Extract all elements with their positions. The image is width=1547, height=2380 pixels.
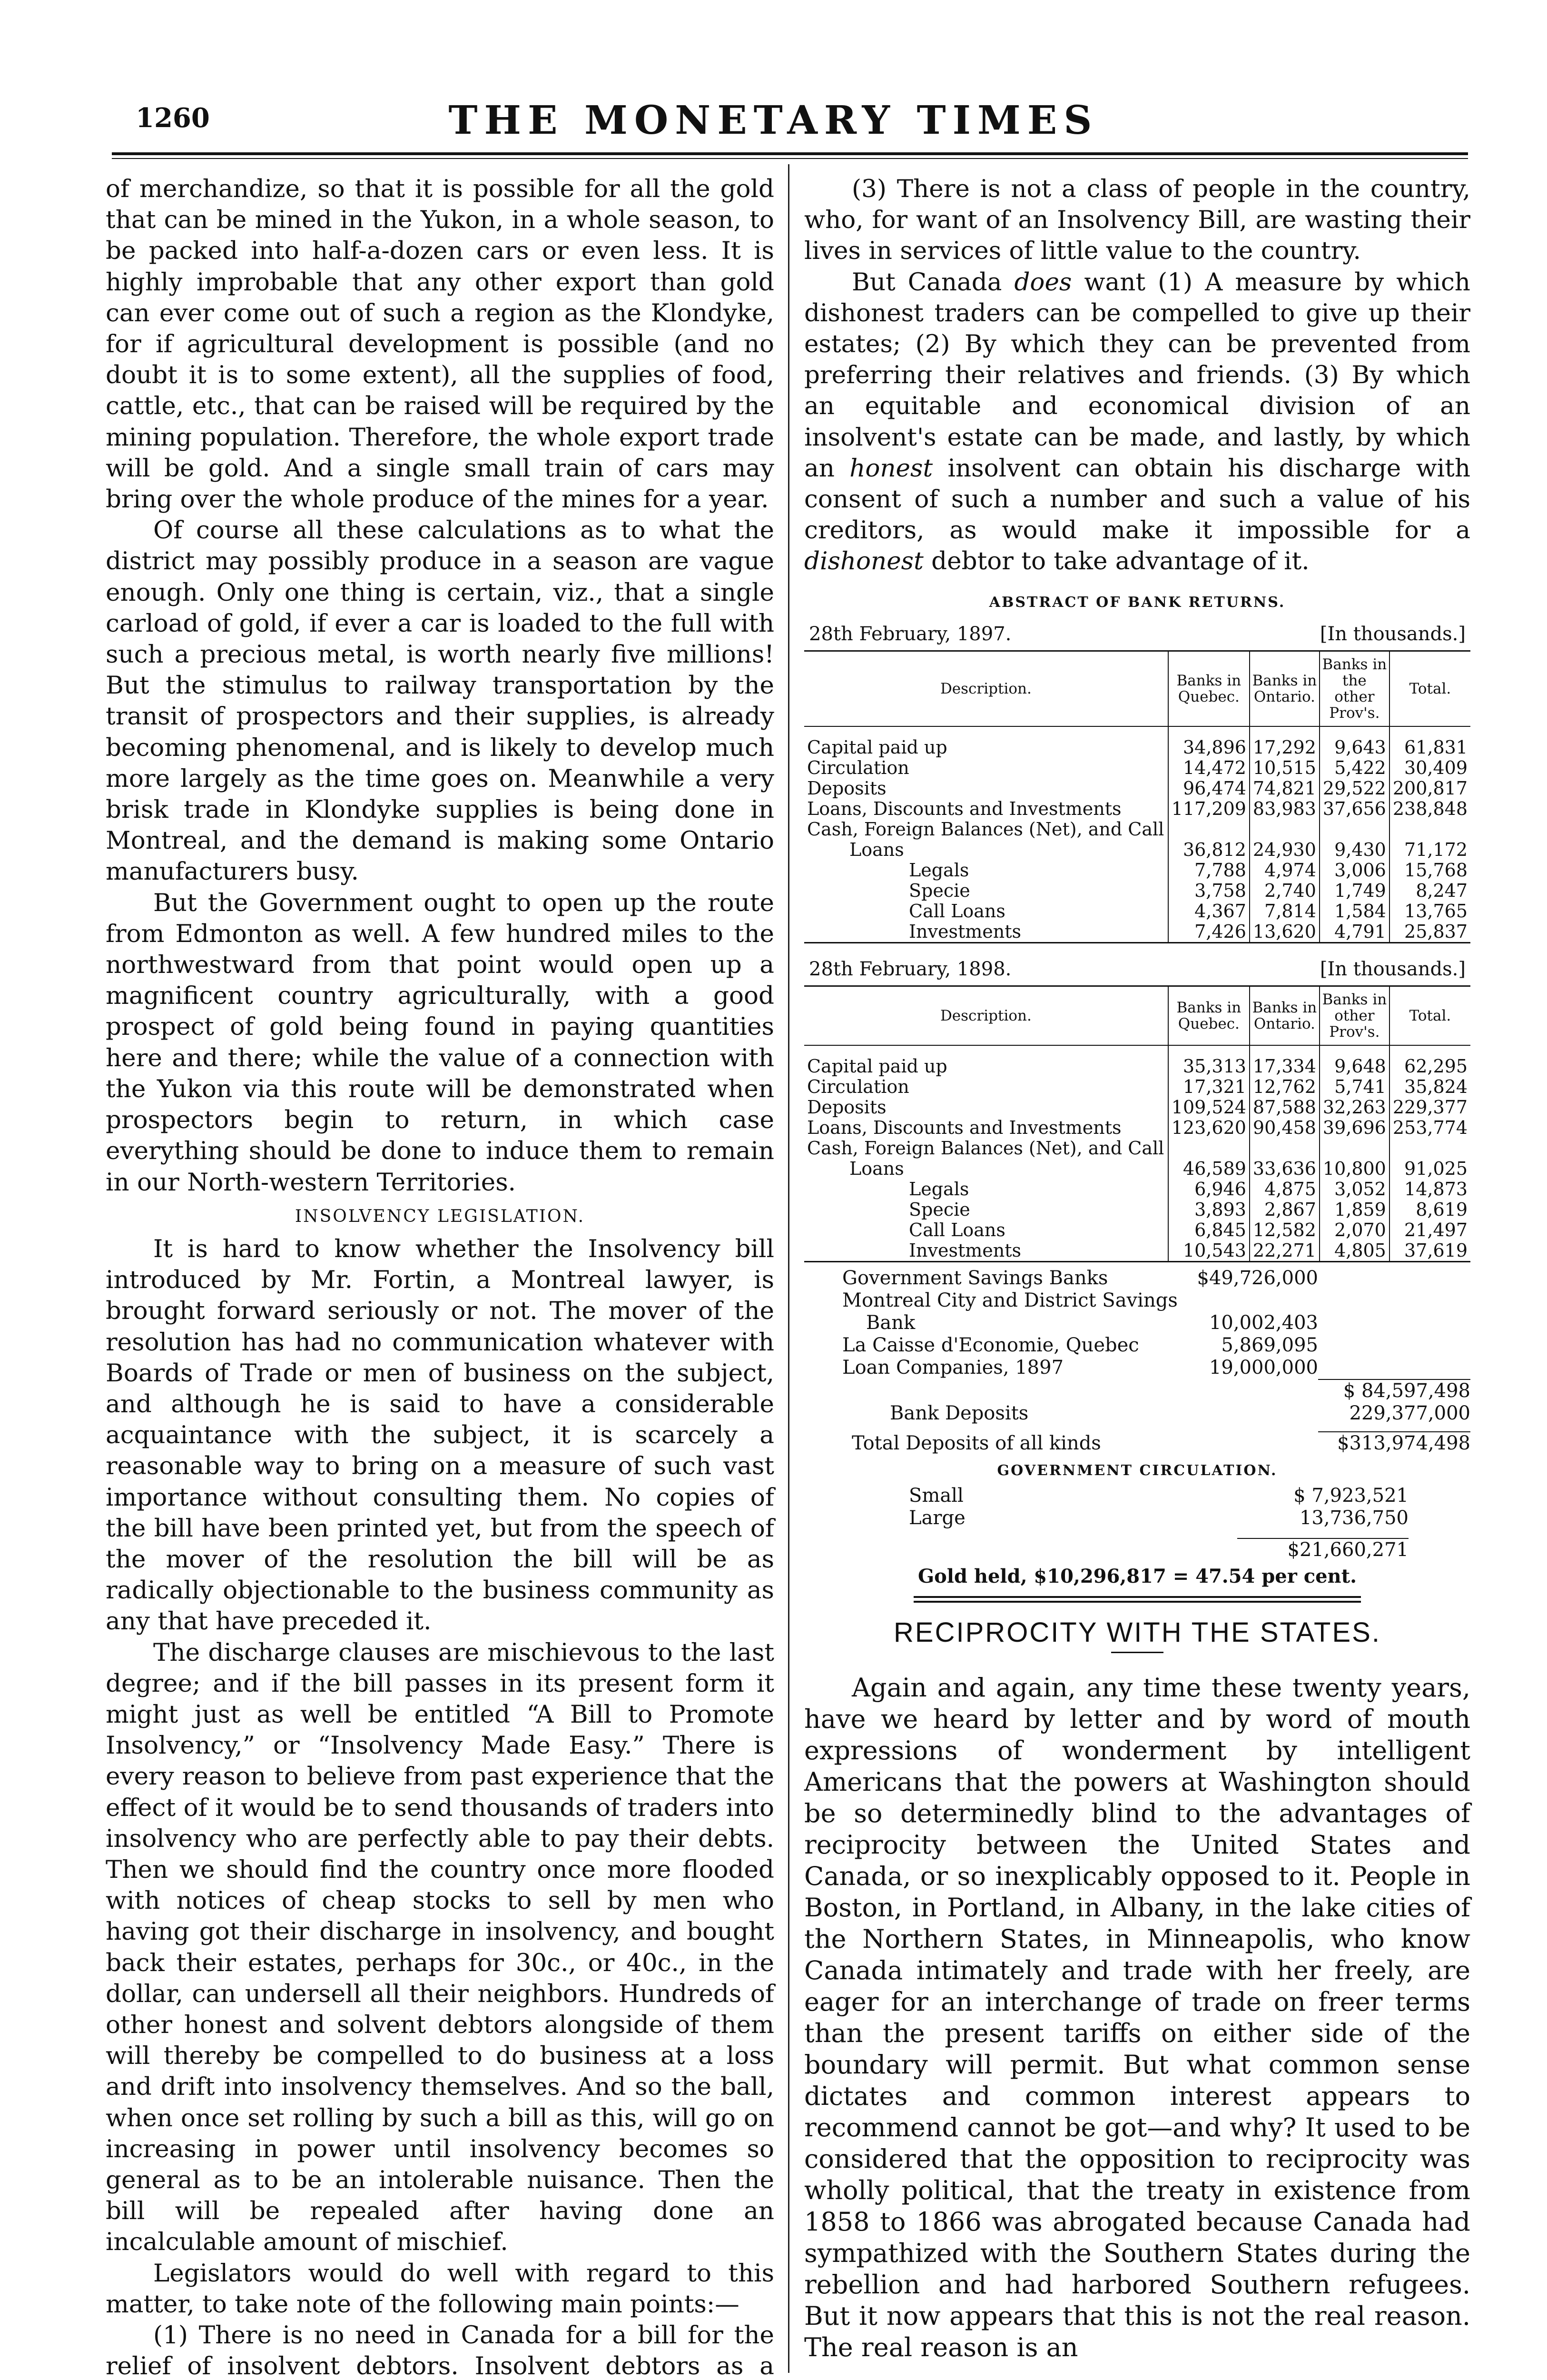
cell-value: 10,800 [1320,1159,1389,1179]
cell-value: 61,831 [1389,737,1470,758]
cell-value: 8,619 [1389,1200,1470,1220]
paragraph: Again and again, any time these twenty years, have we heard by letter and by word of mouth expressions of wonderment by intelligent Americans that the powers at Washington should be so determinedly blind to the advantages of reciprocity between the United States and Canada, or so inexplicably opposed to it. People in Boston, in Portland, in Albany, in the lake cities of the Northern States, in Minneapolis, who know Canada intimately and trade with her freely, are eager for an interchange of trade on freer terms than the present tariffs on either side of the boundary will permit. But what common sense dictates and common interest appears to recommend cannot be got—and why? It used to be considered that the opposition to reciprocity was wholly political, that the treaty in existence from 1858 to 1866 was abrogated because Canada had sympathized with the Southern States during the rebellion and had harbored Southern refugees. But it now appears that this is not the real reason. The real reason is an [804,1673,1470,2363]
column-divider [788,164,789,2373]
table-row [804,1118,1470,1138]
cell-value: 1,749 [1320,881,1389,901]
table-meta [809,956,1466,982]
row-label: Call Loans [909,900,1005,922]
page-number: 1260 [136,102,210,134]
table-row [804,778,1470,799]
row-label: Loans, Discounts and Investments [807,1117,1122,1138]
table-row [804,799,1470,819]
paragraph: (3) There is not a class of people in the country, who, for want of an Insolvency Bill, are wasting their lives in services of little value to the country. [804,175,1470,266]
cell-value: 37,656 [1320,799,1389,819]
cell-value: 30,409 [1389,758,1470,778]
cell-value: 14,873 [1389,1179,1470,1200]
savings-value: $49,726,000 [1197,1267,1318,1289]
bank-returns-title: ABSTRACT OF BANK RETURNS. [989,594,1286,611]
cell-value [1168,819,1250,840]
paragraph: Legislators would do well with regard to this matter, to take note of the following main points:— [106,2259,774,2319]
text-run: debtor to take advantage of it. [923,547,1310,576]
cell-value: 3,893 [1168,1200,1250,1220]
cell-value: 9,648 [1320,1056,1389,1077]
table-row [804,1200,1470,1220]
paragraph: of merchandize, so that it is possible for all the gold that can be mined in the Yukon, in a whole season, to be packed into half-a-dozen cars or even less. It is highly improbable that any other export than gold can ever come out of such a region as the Klondyke, for if agricultural development is possible (and no doubt it is to some extent), all the supplies of food, cattle, etc., that can be raised will be required by the mining population. Therefore, the whole export trade will be gold. And a single small train of cars may bring over the whole produce of the mines for a year. [106,175,774,514]
italic-run: honest [849,454,933,483]
cell-value [1320,819,1389,840]
cell-value: 109,524 [1168,1097,1250,1118]
cell-value: 46,589 [1168,1159,1250,1179]
cell-value: 2,867 [1250,1200,1320,1220]
table-row [804,840,1470,860]
cell-value: 17,292 [1250,737,1320,758]
savings-value: 229,377,000 [1349,1402,1470,1424]
row-label: Loans [849,839,904,860]
row-label: Deposits [807,1096,887,1118]
row-label: Investments [909,1240,1021,1261]
row-label: Specie [909,1199,970,1220]
cell-value: 9,643 [1320,737,1389,758]
cell-value: 14,472 [1168,758,1250,778]
row-label: Deposits [807,777,887,799]
cell-value: 33,636 [1250,1159,1320,1179]
savings-label: La Caisse d'Economie, Quebec [842,1334,1139,1356]
cell-value: 1,584 [1320,901,1389,922]
text-run: insolvent can obtain his discharge with consent of such a number and such a value of his creditors, as would make it impossible for a [804,454,1471,545]
savings-label: Loan Companies, 1897 [842,1356,1064,1378]
cell-value: 37,619 [1389,1240,1470,1262]
cell-value: 253,774 [1389,1118,1470,1138]
row-label: Capital paid up [807,736,947,758]
table-row [804,922,1470,943]
row-label: Legals [909,859,969,881]
cell-value: 17,334 [1250,1056,1320,1077]
savings-value: 19,000,000 [1209,1356,1318,1378]
row-label: Capital paid up [807,1055,947,1077]
header-rule-thin [112,158,1468,159]
cell-value: 10,515 [1250,758,1320,778]
section-subhead: INSOLVENCY LEGISLATION. [295,1206,585,1226]
table-row [804,1138,1470,1159]
cell-value: 71,172 [1389,840,1470,860]
text-run: But Canada [852,268,1015,297]
bank-tables [804,621,1470,1262]
article-headline: RECIPROCITY WITH THE STATES. [894,1616,1381,1648]
cell-value: 32,263 [1320,1097,1389,1118]
cell-value: 3,006 [1320,860,1389,881]
cell-value: 7,426 [1168,922,1250,943]
cell-value: 36,812 [1168,840,1250,860]
cell-value: 200,817 [1389,778,1470,799]
cell-value: 7,814 [1250,901,1320,922]
row-label: Cash, Foreign Balances (Net), and Call [807,1137,1164,1159]
cell-value: 5,741 [1320,1077,1389,1097]
column-header: Banks in Quebec. [1168,986,1250,1045]
paragraph: But the Government ought to open up the route from Edmonton as well. A few hundred miles to the northwestward from that point would open up a magnificent country agriculturally, with a good prospect of gold being found in paying quantities here and there; while the value of a connection with the Yukon via this route will be demonstrated when prospectors begin to return, in which case everything should be done to induce them to remain in our North-western Territories. [106,888,774,1197]
cell-value [1320,1138,1389,1159]
left-column [106,174,774,2380]
savings-summary [804,1267,1470,1587]
table-row [804,881,1470,901]
table-row [804,1056,1470,1077]
cell-value: 74,821 [1250,778,1320,799]
cell-value [1389,819,1470,840]
cell-value: 21,497 [1389,1220,1470,1240]
cell-value: 39,696 [1320,1118,1389,1138]
row-label: Cash, Foreign Balances (Net), and Call [807,818,1164,840]
row-label: Loans [849,1158,904,1179]
table-row [804,1179,1470,1200]
savings-label: Government Savings Banks [842,1267,1108,1289]
circulation-label: Small [909,1484,964,1507]
cell-value: 2,070 [1320,1220,1389,1240]
table-row [804,819,1470,840]
cell-value: 34,896 [1168,737,1250,758]
savings-value: 10,002,403 [1209,1311,1318,1334]
header-rule [112,152,1468,155]
gold-held: Gold held, $10,296,817 = 47.54 per cent. [917,1565,1357,1587]
cell-value: 1,859 [1320,1200,1389,1220]
masthead-title: THE MONETARY TIMES [448,98,1099,143]
paragraph: Of course all these calculations as to what the district may possibly produce in a season are vague enough. Only one thing is certain, viz., that a single carload of gold, if ever a car is loaded to the full with such a precious metal, is worth nearly five millions! But the stimulus to railway transportation by the transit of prospectors and their supplies, is already becoming phenomenal, and is likely to develop much more largely as the time goes on. Meanwhile a very brisk trade in Klondyke supplies is being done in Montreal, and the demand is making some Ontario manufacturers busy. [106,516,774,886]
cell-value: 15,768 [1389,860,1470,881]
table-unit: [In thousands.] [1320,958,1466,980]
cell-value: 13,620 [1250,922,1320,943]
right-column [804,174,1470,2363]
cell-value: 24,930 [1250,840,1320,860]
total-deposits-label: Total Deposits of all kinds [852,1432,1101,1454]
cell-value: 10,543 [1168,1240,1250,1262]
cell-value: 87,588 [1250,1097,1320,1118]
cell-value: 229,377 [1389,1097,1470,1118]
cell-value: 4,875 [1250,1179,1320,1200]
cell-value [1168,1138,1250,1159]
savings-label: Montreal City and District Savings [842,1289,1178,1311]
cell-value: 8,247 [1389,881,1470,901]
cell-value: 6,946 [1168,1179,1250,1200]
cell-value: 25,837 [1389,922,1470,943]
cell-value: 91,025 [1389,1159,1470,1179]
row-label: Circulation [807,1076,909,1097]
column-header: Banks in Ontario. [1250,986,1320,1045]
total-deposits-value: $313,974,498 [1318,1431,1470,1455]
bank-return-table [804,650,1470,943]
column-header: Banks in the other Prov's. [1320,651,1389,726]
table-row [804,1220,1470,1240]
cell-value: 35,313 [1168,1056,1250,1077]
column-header: Description. [804,986,1168,1045]
table-date: 28th February, 1898. [809,958,1012,980]
cell-value: 12,762 [1250,1077,1320,1097]
row-label: Legals [909,1178,969,1200]
paragraph [804,267,1470,577]
circulation-value: $ 7,923,521 [1293,1484,1409,1507]
savings-subtotal: $ 84,597,498 [1318,1379,1470,1402]
cell-value: 4,791 [1320,922,1389,943]
cell-value: 62,295 [1389,1056,1470,1077]
row-label: Circulation [807,757,909,778]
column-header: Total. [1389,986,1470,1045]
table-row [804,1240,1470,1262]
cell-value: 35,824 [1389,1077,1470,1097]
cell-value: 4,367 [1168,901,1250,922]
cell-value: 22,271 [1250,1240,1320,1262]
cell-value: 17,321 [1168,1077,1250,1097]
cell-value [1250,1138,1320,1159]
cell-value: 90,458 [1250,1118,1320,1138]
cell-value: 29,522 [1320,778,1389,799]
row-label: Loans, Discounts and Investments [807,798,1122,819]
row-label: Investments [909,921,1021,942]
cell-value [1389,1138,1470,1159]
circulation-title: GOVERNMENT CIRCULATION. [997,1462,1278,1479]
cell-value: 238,848 [1389,799,1470,819]
cell-value: 13,765 [1389,901,1470,922]
cell-value: 4,974 [1250,860,1320,881]
table-meta [809,621,1466,647]
table-unit: [In thousands.] [1320,623,1466,645]
cell-value [1250,819,1320,840]
cell-value: 7,788 [1168,860,1250,881]
column-header: Banks in other Prov's. [1320,986,1389,1045]
table-date: 28th February, 1897. [809,623,1012,645]
circulation-total: $21,660,271 [1237,1538,1409,1561]
circulation-value: 13,736,750 [1299,1507,1409,1529]
text-run: want (1) A measure by which dishonest traders can be compelled to give up their estates; (2) By which they can be prevented from preferring their relatives and friends. (3) By which an equitable and economical division of an insolvent's estate can be made, and lastly, by which an [804,268,1470,483]
cell-value: 12,582 [1250,1220,1320,1240]
circulation-label: Large [909,1507,966,1529]
table-row [804,737,1470,758]
savings-label: Bank [866,1311,916,1334]
cell-value: 6,845 [1168,1220,1250,1240]
section-divider [914,1596,1361,1603]
column-header: Total. [1389,651,1470,726]
cell-value: 96,474 [1168,778,1250,799]
paragraph: The discharge clauses are mischievous to the last degree; and if the bill passes in its present form it might just as well be entitled “A Bill to Promote Insolvency,” or “Insolvency Made Easy.” There is every reason to believe from past experience that the effect of it would be to send thousands of traders into insolvency who are perfectly able to pay their debts. Then we should find the country once more flooded with notices of cheap stocks to sell by men who having got their discharge in insolvency, and bought back their estates, perhaps for 30c., or 40c., in the dollar, can undersell all their neighbors. Hundreds of other honest and solvent debtors alongside of them will thereby be compelled to do business at a loss and drift into insolvency themselves. And so the ball, when once set rolling by such a bill as this, will go on increasing in power until insolvency becomes so general as to be an intolerable nuisance. Then the bill will be repealed after having done an incalculable amount of mischief. [106,1638,774,2257]
cell-value: 3,758 [1168,881,1250,901]
cell-value: 9,430 [1320,840,1389,860]
table-row [804,901,1470,922]
table-row [804,1159,1470,1179]
cell-value: 4,805 [1320,1240,1389,1262]
paragraph: (1) There is no need in Canada for a bill for the relief of insolvent debtors. Insolvent debtors as a [106,2321,774,2380]
row-label: Specie [909,880,970,901]
table-row [804,758,1470,778]
cell-value: 117,209 [1168,799,1250,819]
bank-return-table [804,985,1470,1262]
column-header: Description. [804,651,1168,726]
savings-label: Bank Deposits [890,1402,1029,1424]
italic-run: dishonest [804,547,924,576]
paragraph: It is hard to know whether the Insolvency bill introduced by Mr. Fortin, a Montreal lawyer, is brought forward seriously or not. The mover of the resolution has had no communication whatever with Boards of Trade or men of business on the subject, and although he is said to have a considerable acquaintance with the subject, it is scarcely a reasonable way to bring on a measure of such vast importance without consulting them. No copies of the bill have been printed yet, but from the speech of the mover of the resolution the bill will be as radically objectionable to the business community as any that have preceded it. [106,1234,774,1636]
table-row [804,1077,1470,1097]
cell-value: 5,422 [1320,758,1389,778]
italic-run: does [1014,268,1072,297]
cell-value: 3,052 [1320,1179,1389,1200]
column-header: Banks in Quebec. [1168,651,1250,726]
savings-value: 5,869,095 [1221,1334,1318,1356]
column-header: Banks in Ontario. [1250,651,1320,726]
cell-value: 2,740 [1250,881,1320,901]
headline-rule [1111,1652,1163,1653]
row-label: Call Loans [909,1219,1005,1240]
cell-value: 123,620 [1168,1118,1250,1138]
cell-value: 83,983 [1250,799,1320,819]
table-row [804,860,1470,881]
table-row [804,1097,1470,1118]
